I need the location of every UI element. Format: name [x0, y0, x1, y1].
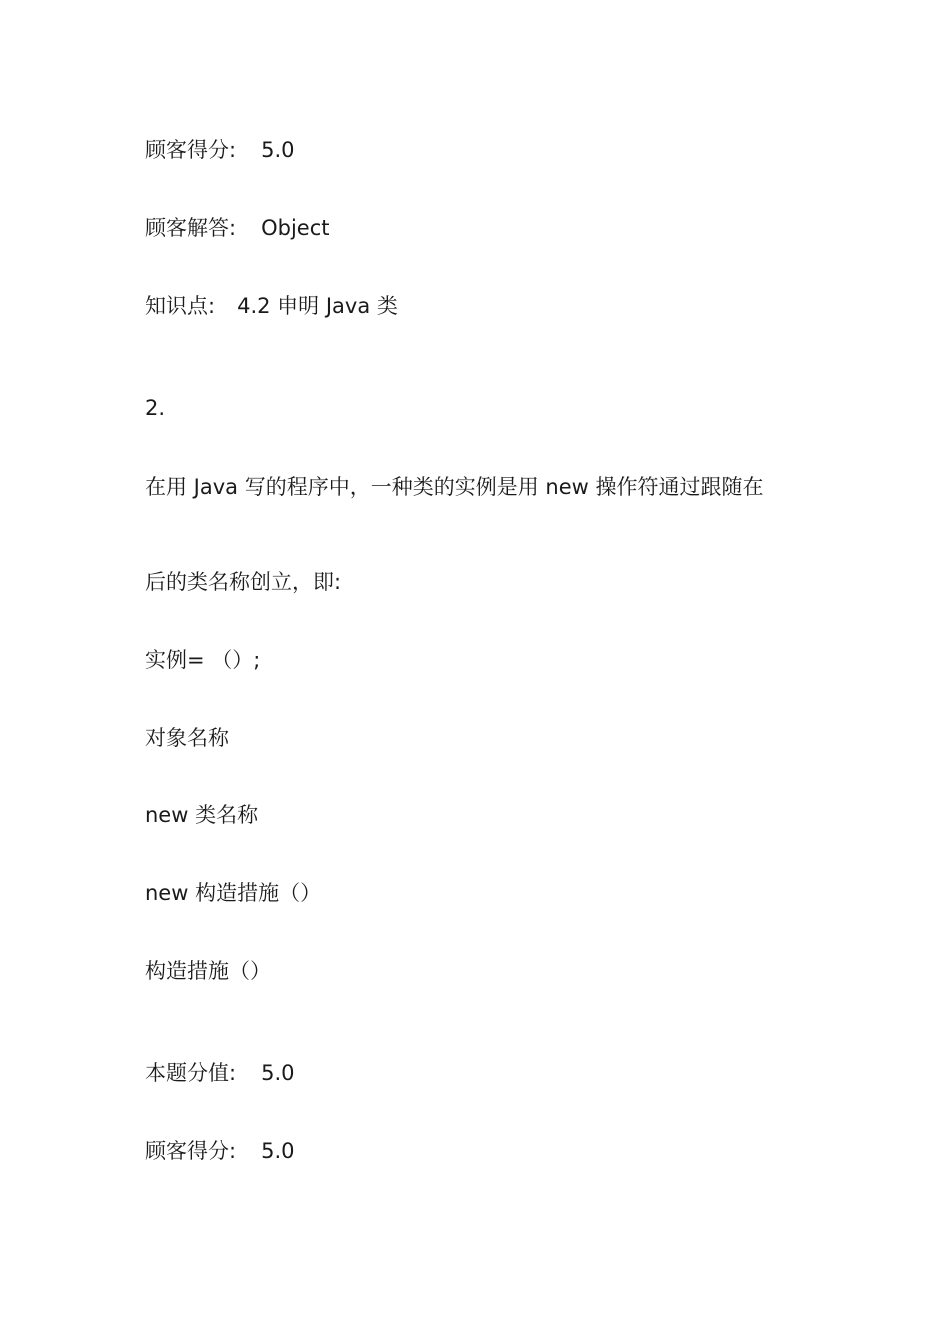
- question-2-score-row: [145, 1137, 294, 1165]
- question-2-stem-line-2: 后的类名称创立，即:: [145, 570, 342, 594]
- value-label: 本题分值:: [145, 1061, 237, 1085]
- knowledge-value: 4.2 申明 Java 类: [237, 294, 398, 318]
- score-label: 顾客得分:: [145, 1139, 237, 1163]
- question-1-answer-row: [145, 214, 329, 242]
- option-c[interactable]: new 构造措施（）: [145, 881, 322, 905]
- question-1-score-row: [145, 136, 294, 164]
- answer-label: 顾客解答:: [145, 216, 237, 240]
- score-value: 5.0: [261, 138, 295, 162]
- knowledge-label: 知识点:: [145, 294, 216, 318]
- score-value: 5.0: [261, 1139, 295, 1163]
- question-1-knowledge-row: [145, 292, 398, 320]
- option-d[interactable]: 构造措施（）: [145, 959, 271, 983]
- question-2-stem-line-1: 在用 Java 写的程序中，一种类的实例是用 new 操作符通过跟随在: [145, 475, 764, 499]
- option-b[interactable]: new 类名称: [145, 803, 259, 827]
- question-2-number: 2.: [145, 396, 166, 420]
- value-number: 5.0: [261, 1061, 295, 1085]
- question-2-value-row: [145, 1059, 294, 1087]
- answer-value: Object: [261, 216, 330, 240]
- option-a[interactable]: 对象名称: [145, 726, 229, 750]
- question-2-stem-line-3: 实例= （）;: [145, 648, 261, 672]
- score-label: 顾客得分:: [145, 138, 237, 162]
